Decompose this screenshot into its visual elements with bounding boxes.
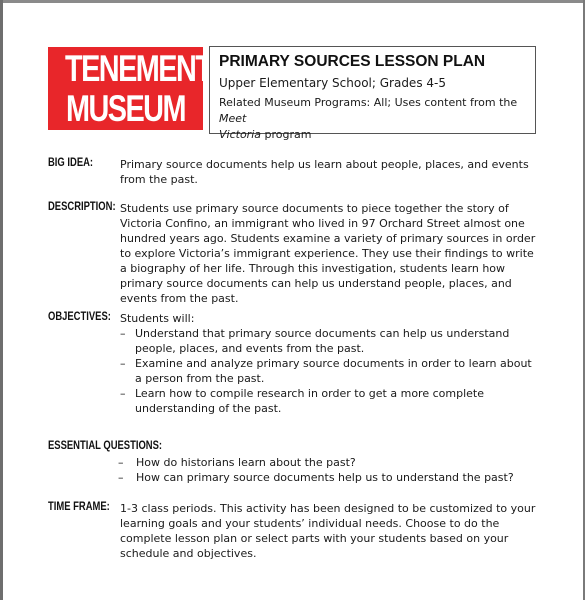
description-paragraph: Students use primary source documents to piece together the story of Victoria Confino, an immigrant who lived in 97 Orchard Street almost one hundred years ago. Students examine a variety of primary sources in order to explore Victoria’s immigrant experience. They use their findings to write a biography of her life. Through this investigation, students learn how primary source documents can help us understand people, places, and events from the past. [120,202,536,305]
big-idea-paragraph: Primary source documents help us learn about people, places, and events from the past. [120,158,529,186]
list-item: – How can primary source documents help us to understand the past? [118,470,538,485]
related-program-name-1: Meet [219,112,247,125]
related-program-name-2: Victoria [219,128,261,141]
list-item: – Understand that primary source documents can help us understand people, places, and events from the past. [120,326,540,356]
description-label: DESCRIPTION: [48,201,116,213]
related-programs [219,95,527,143]
essential-questions-list [118,455,538,485]
time-frame-label: TIME FRAME: [48,501,110,513]
essential-questions-text [118,455,538,485]
list-item: – How do historians learn about the past? [118,455,538,470]
related-suffix: program [261,128,312,141]
list-item: – Learn how to compile research in order to get a more complete understanding of the past. [120,386,540,416]
time-frame-text [120,501,540,561]
objectives-list [120,326,540,416]
big-idea-label: BIG IDEA: [48,157,94,169]
logo-line-1: TENEMENT [65,48,212,89]
essential-questions-label: ESSENTIAL QUESTIONS: [48,440,163,452]
lesson-title: PRIMARY SOURCES LESSON PLAN [219,53,486,70]
lesson-title-box [209,46,536,141]
time-frame-paragraph: 1-3 class periods. This activity has been designed to be customized to your learning goals and your students’ individual needs. Choose to do the complete lesson plan or select parts with your students based on your schedule and objectives. [120,502,536,560]
list-item: – Examine and analyze primary source documents in order to learn about a person from the past. [120,356,540,386]
objectives-text [120,311,540,416]
logo-line-2: MUSEUM [66,88,185,129]
related-prefix: Related Museum Programs: All; Uses content from the [219,96,518,109]
objectives-label: OBJECTIVES: [48,311,111,323]
tenement-museum-logo [48,47,212,130]
big-idea-text [120,157,540,187]
page-frame-top [0,0,585,3]
page-frame-left [0,0,3,600]
objectives-intro: Students will: [120,312,195,325]
description-text [120,201,540,306]
school-grades: Upper Elementary School; Grades 4-5 [219,76,446,90]
